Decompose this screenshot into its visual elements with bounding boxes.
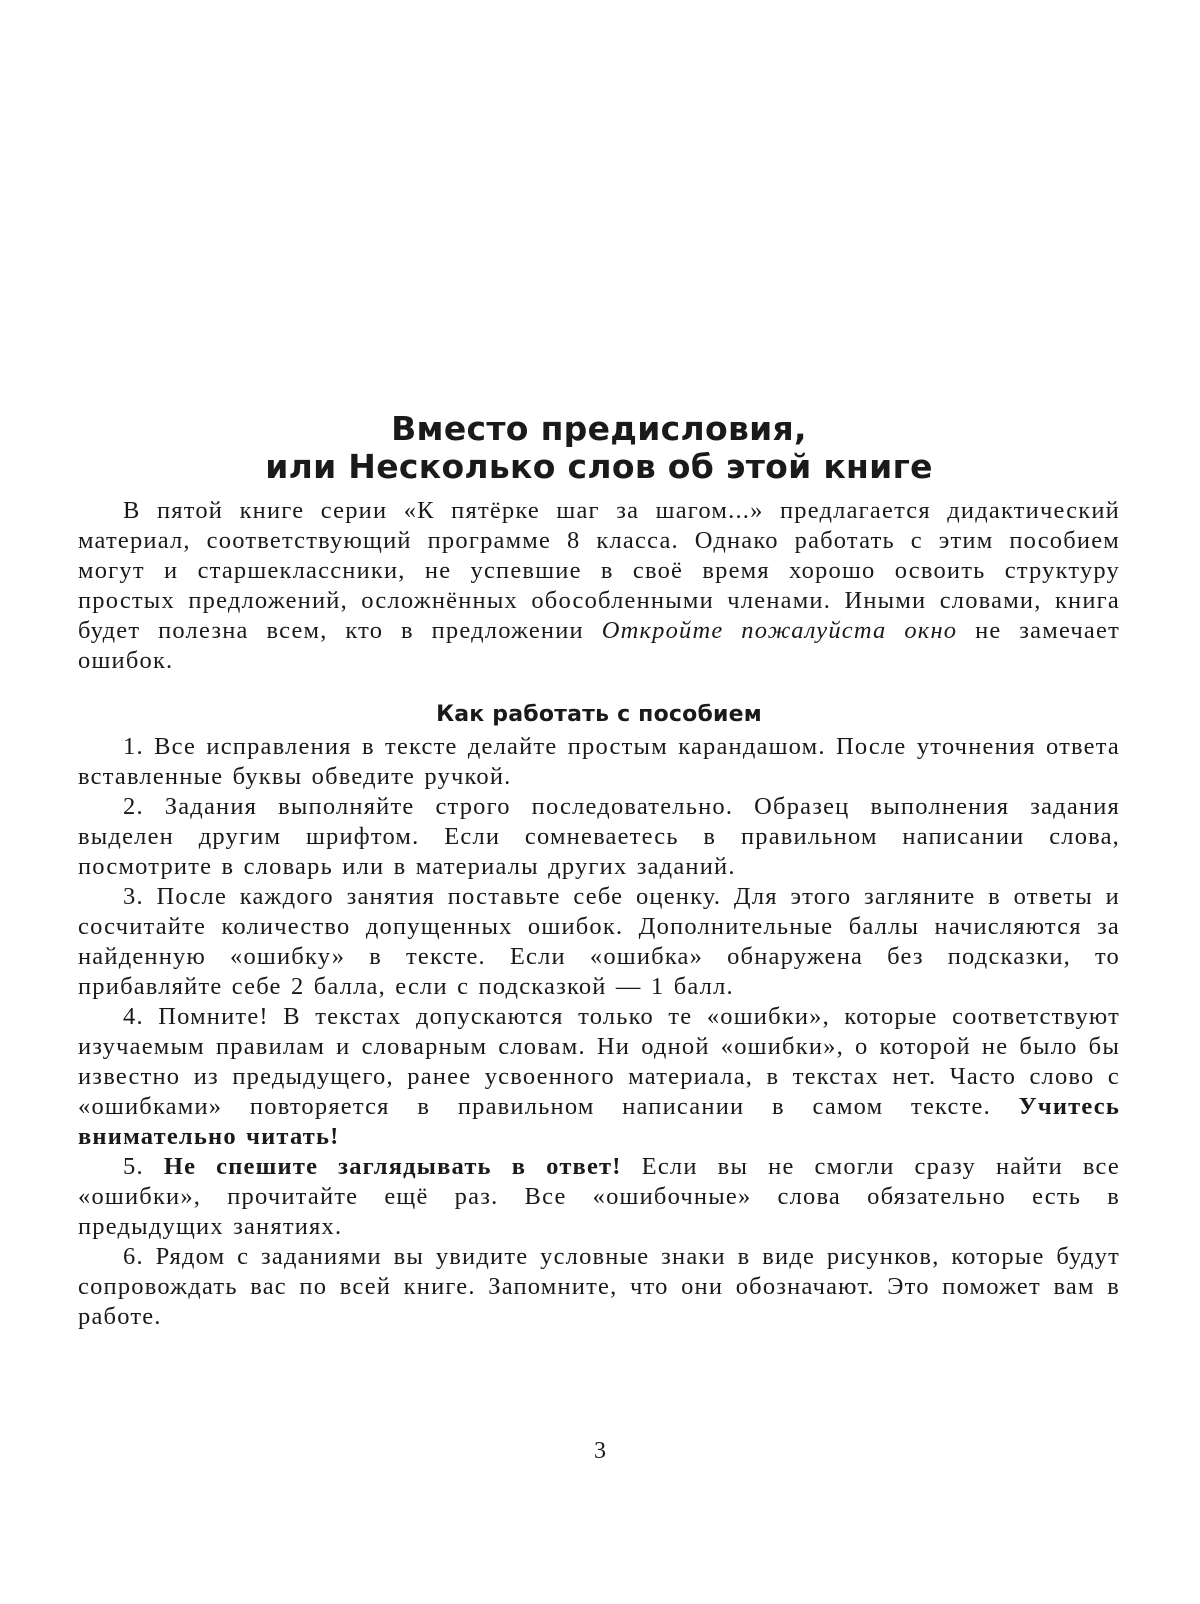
page-title-line-1: Вместо предисловия, [391, 409, 807, 448]
instruction-item-4 [78, 1002, 1120, 1152]
instruction-item-3 [78, 882, 1120, 1002]
instruction-item-5 [78, 1152, 1120, 1242]
instruction-text: Если вы не смогли сразу найти все «ошибки», прочитайте ещё раз. Все «ошибочные» слова обязательно есть в предыдущих занятиях. [78, 1153, 1120, 1240]
instruction-item-2 [78, 792, 1120, 882]
instruction-emphasis: Не спешите заглядывать в ответ! [163, 1153, 622, 1180]
instruction-item-6 [78, 1242, 1120, 1332]
page-title [78, 410, 1120, 486]
intro-italic-example: Откройте пожалуйста окно [601, 617, 958, 644]
instruction-number: 5. [123, 1153, 164, 1180]
instruction-text: 6. Рядом с заданиями вы увидите условные знаки в виде рисунков, которые будут сопровождать вас по всей книге. Запомните, что они обозначают. Это поможет вам в работе. [78, 1243, 1120, 1330]
instruction-item-1 [78, 732, 1120, 792]
instruction-text: 3. После каждого занятия поставьте себе оценку. Для этого загляните в ответы и сосчитайте количество допущенных ошибок. Дополнительные баллы начисляются за найденную «ошибку» в тексте. Если «ошибка» обнаружена без подсказки, то прибавляйте себе 2 балла, если с подсказкой — 1 балл. [78, 883, 1120, 1000]
instruction-text: 1. Все исправления в тексте делайте простым карандашом. После уточнения ответа вставленные буквы обведите ручкой. [78, 733, 1120, 790]
intro-paragraph [78, 496, 1120, 676]
page-title-line-2: или Несколько слов об этой книге [265, 447, 933, 486]
page-number: 3 [594, 1438, 606, 1464]
intro-text-end: не замечает ошибок. [78, 617, 1120, 674]
instruction-text: 2. Задания выполняйте строго последовательно. Образец выполнения задания выделен другим шрифтом. Если сомневаетесь в правильном написании слова, посмотрите в словарь или в материалы других заданий. [78, 793, 1120, 880]
instruction-text: 4. Помните! В текстах допускаются только те «ошибки», которые соответствуют изучаемым правилам и словарным словам. Ни одной «ошибки», о которой не было бы известно из предыдущего, ранее усвоенного материала, в текстах нет. Часто слово с «ошибками» повторяется в правильном написании в самом тексте. [78, 1003, 1120, 1120]
section-title: Как работать с пособием [436, 702, 762, 727]
page-content [78, 410, 1120, 1332]
intro-text: В пятой книге серии «К пятёрке шаг за шагом...» предлагается дидактический материал, соответствующий программе 8 класса. Однако работать с этим пособием могут и старшеклассники, не успевшие в своё время хорошо освоить структуру простых предложений, осложнённых обособленными членами. Иными словами, книга будет полезна всем, кто в предложении [78, 497, 1120, 644]
instruction-emphasis: Учитесь внимательно читать! [78, 1093, 1120, 1150]
